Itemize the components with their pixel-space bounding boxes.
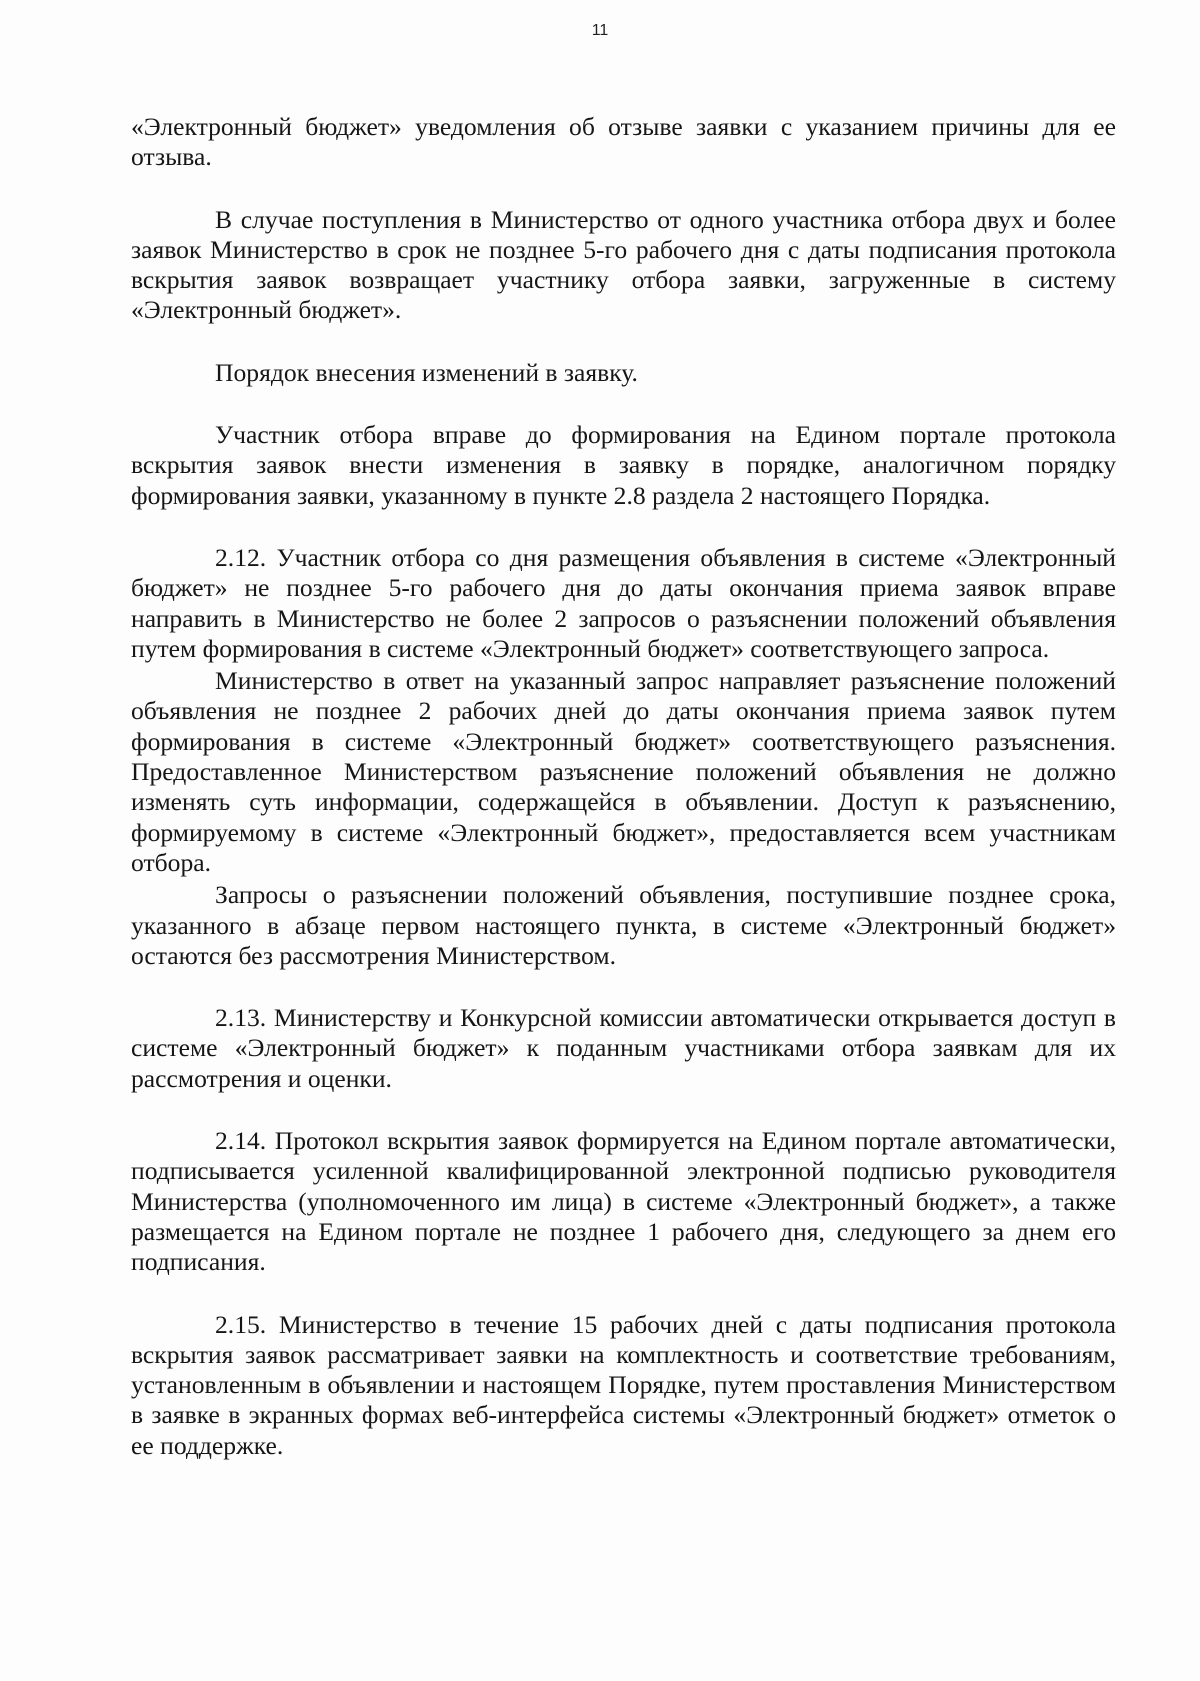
section-2-14: 2.14. Протокол вскрытия заявок формируется на Едином портале автоматически, подписывается усиленной квалифицированной электронной подписью руководителя Министерства (уполномоченного им лица) в системе «Электронный бюджет», а также размещается на Едином портале не позднее 1 рабочего дня, следующего за днем его подписания. [131, 1126, 1116, 1277]
paragraph-1: «Электронный бюджет» уведомления об отзыве заявки с указанием причины для ее отзыва. [131, 112, 1116, 172]
page-number: 11 [591, 22, 609, 39]
paragraph-3: Порядок внесения изменений в заявку. [215, 357, 638, 387]
document-body [131, 112, 1116, 1461]
paragraph-2: В случае поступления в Министерство от одного участника отбора двух и более заявок Министерство в срок не позднее 5-го рабочего дня с даты подписания протокола вскрытия заявок возвращает участнику отбора заявки, загруженные в систему «Электронный бюджет». [131, 204, 1116, 325]
paragraph-2-12-c: Запросы о разъяснении положений объявления, поступившие позднее срока, указанного в абзаце первом настоящего пункта, в системе «Электронный бюджет» остаются без рассмотрения Министерством. [131, 880, 1116, 970]
section-2-13: 2.13. Министерству и Конкурсной комиссии автоматически открывается доступ в системе «Электронный бюджет» к поданным участниками отбора заявкам для их рассмотрения и оценки. [131, 1003, 1116, 1093]
section-2-15: 2.15. Министерство в течение 15 рабочих дней с даты подписания протокола вскрытия заявок рассматривает заявки на комплектность и соответствие требованиям, установленным в объявлении и настоящем Порядке, путем проставления Министерством в заявке в экранных формах веб-интерфейса системы «Электронный бюджет» отметок о ее поддержке. [131, 1309, 1116, 1460]
section-2-12: 2.12. Участник отбора со дня размещения объявления в системе «Электронный бюджет» не позднее 5-го рабочего дня до даты окончания приема заявок вправе направить в Министерство не более 2 запросов о разъяснении положений объявления путем формирования в системе «Электронный бюджет» соответствующего запроса. [131, 542, 1116, 663]
paragraph-2-12-b: Министерство в ответ на указанный запрос направляет разъяснение положений объявления не позднее 2 рабочих дней до даты окончания приема заявок путем формирования в системе «Электронный бюджет» соответствующего разъяснения. Предоставленное Министерством разъяснение положений объявления не должно изменять суть информации, содержащейся в объявлении. Доступ к разъяснению, формируемому в системе «Электронный бюджет», предоставляется всем участникам отбора. [131, 666, 1116, 877]
paragraph-4: Участник отбора вправе до формирования на Едином портале протокола вскрытия заявок внести изменения в заявку в порядке, аналогичном порядку формирования заявки, указанному в пункте 2.8 раздела 2 настоящего Порядка. [131, 420, 1116, 510]
